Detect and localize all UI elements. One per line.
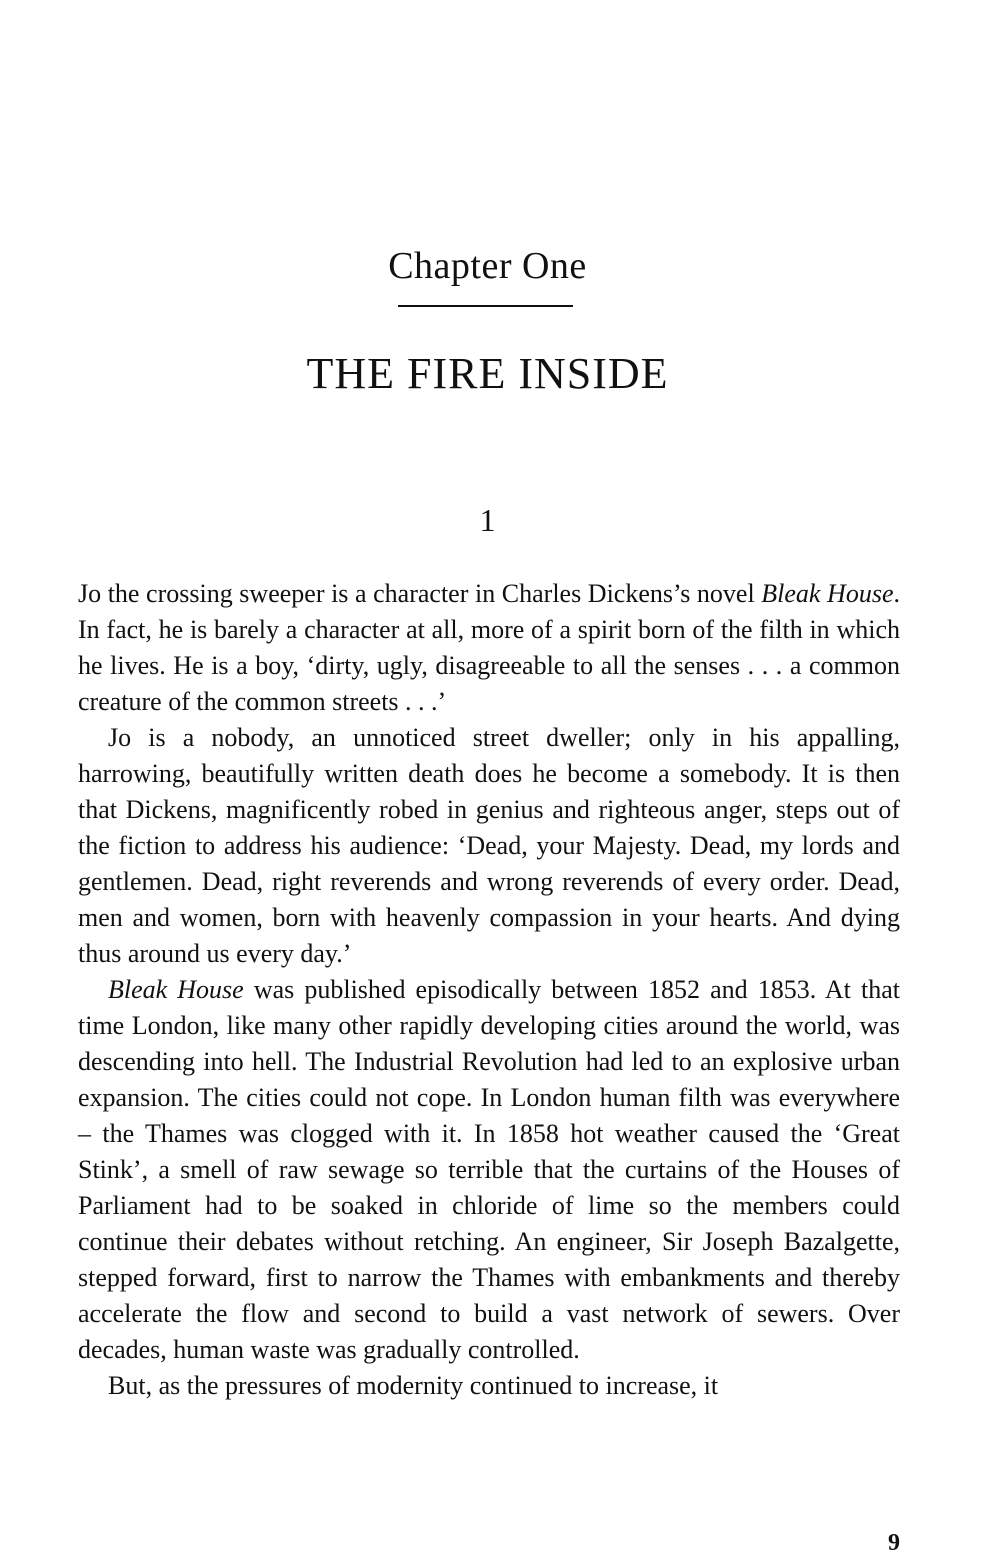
chapter-label: Chapter One bbox=[388, 245, 587, 287]
chapter-title: THE FIRE INSIDE bbox=[306, 349, 669, 398]
chapter-divider-rule bbox=[398, 305, 573, 307]
paragraph-4: But, as the pressures of modernity continued to increase, it bbox=[108, 1371, 719, 1400]
paragraph-3: Bleak House was published episodically between 1852 and 1853. At that time London, like many other rapidly developing cities around the world, was descending into hell. The Industrial Revolution had led to an explosive urban expansion. The cities could not cope. In London human filth was everywhere – the Thames was clogged with it. In 1858 hot weather caused the ‘Great Stink’, a smell of raw sewage so terrible that the curtains of the Houses of Parliament had to be soaked in chloride of lime so the members could continue their debates without retching. An engineer, Sir Joseph Bazalgette, stepped forward, first to narrow the Thames with embankments and thereby accelerate the flow and second to build a vast network of sewers. Over decades, human waste was gradually controlled. bbox=[78, 975, 900, 1364]
page-number: 9 bbox=[888, 1530, 900, 1556]
body-text bbox=[78, 576, 900, 1404]
book-title-italic: Bleak House bbox=[108, 975, 244, 1004]
paragraph-2: Jo is a nobody, an unnoticed street dweller; only in his appalling, harrowing, beautifully written death does he become a somebody. It is then that Dickens, magnificently robed in genius and righteous anger, steps out of the fiction to address his audience: ‘Dead, your Majesty. Dead, my lords and gentlemen. Dead, right reverends and wrong reverends of every order. Dead, men and women, born with heavenly compassion in your hearts. And dying thus around us every day.’ bbox=[78, 723, 900, 968]
paragraph-1: Jo the crossing sweeper is a character in Charles Dickens’s novel Bleak House. In fact, he is barely a character at all, more of a spirit born of the filth in which he lives. He is a boy, ‘dirty, ugly, disagreeable to all the senses . . . a common creature of the common streets . . .’ bbox=[78, 579, 900, 716]
section-number: 1 bbox=[479, 502, 496, 538]
book-title-italic: Bleak House bbox=[761, 579, 894, 608]
